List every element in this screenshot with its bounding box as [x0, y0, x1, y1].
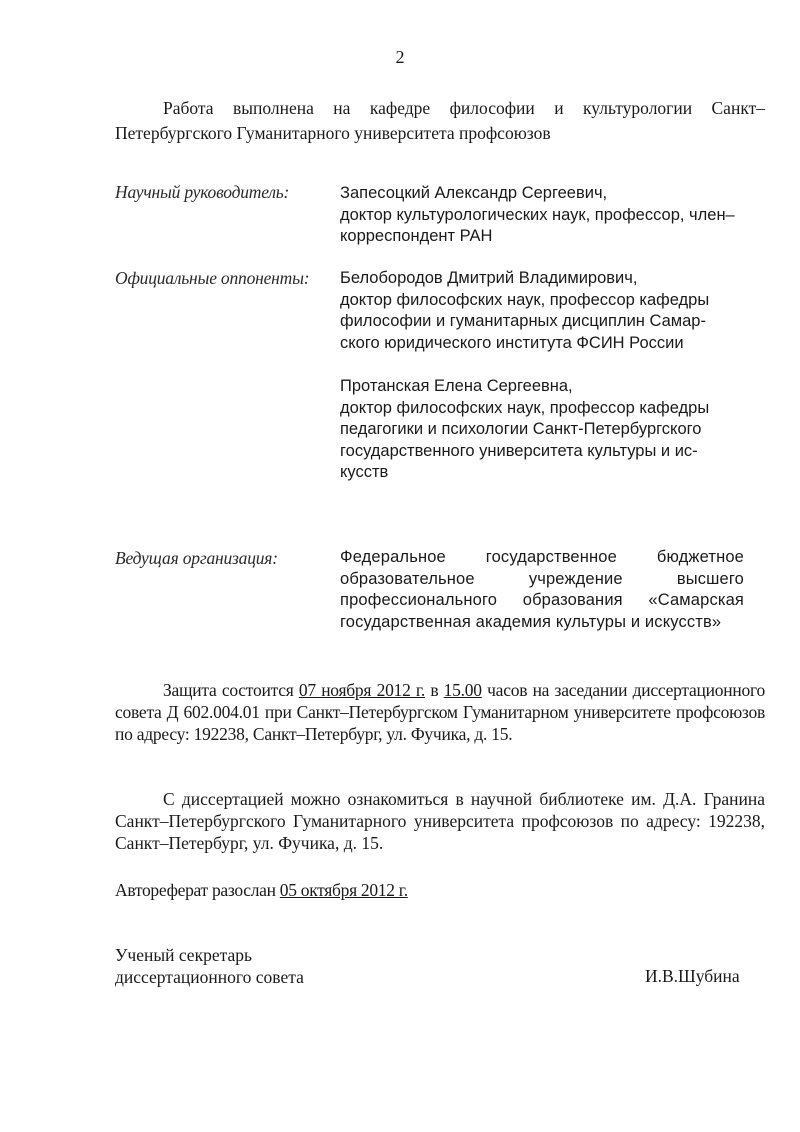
library-paragraph: С диссертацией можно ознакомиться в научной библиотеке им. Д.А. Гранина Санкт–Петербургского Гуманитарного университета профсоюзов по адресу: 192238, Санкт–Петербург, ул. Фучика, д. 15. — [115, 789, 765, 853]
supervisor-line: доктор культурологических наук, профессор, член– — [340, 205, 735, 224]
opponent-line: Белобородов Дмитрий Владимирович, — [340, 269, 638, 287]
opponent-second-text — [340, 376, 740, 484]
supervisor-text — [340, 183, 740, 248]
opponent-line: Протанская Елена Сергеевна, — [340, 377, 573, 395]
secretary-role-line: диссертационного совета — [115, 967, 304, 987]
abstract-sent-date: 05 октября 2012 г. — [279, 880, 408, 900]
defense-middle: в — [424, 680, 444, 700]
opponent-line: доктор философских наук, профессор кафедры — [340, 290, 710, 309]
opponent-line: ского юридического института ФСИН России — [340, 333, 684, 352]
opponent-line: государственного университета культуры и ис- — [340, 441, 698, 460]
leading-org-label: Ведущая организация: — [115, 548, 278, 568]
secretary-role-line: Ученый секретарь — [115, 945, 252, 965]
defense-prefix: Защита состоится — [163, 680, 299, 700]
page-number: 2 — [395, 47, 405, 67]
defense-paragraph — [115, 679, 765, 745]
defense-suffix: часов на заседании диссертационного совета Д 602.004.01 при Санкт–Петербургском Гуманитарном университете профсоюзов по адресу: 192238, Санкт–Петербург, ул. Фучика, д. 15. — [115, 680, 765, 744]
opponent-line: доктор философских наук, профессор кафедры — [340, 398, 710, 417]
defense-time: 15.00 — [443, 680, 482, 700]
opponent-first-text — [340, 268, 740, 354]
intro-paragraph: Работа выполнена на кафедре философии и культурологии Санкт–Петербургского Гуманитарного университета профсоюзов — [115, 98, 765, 143]
defense-date: 07 ноября 2012 г. — [298, 680, 425, 700]
abstract-sent-line — [115, 879, 765, 901]
supervisor-line: корреспондент РАН — [340, 227, 493, 245]
secretary-name: И.В.Шубина — [645, 966, 740, 986]
leading-org-text: Федеральное государственное бюджетное образовательное учреждение высшего профессионального образования «Самарская государственная академия культуры и искусств» — [340, 548, 744, 631]
opponent-line: кусств — [340, 463, 389, 481]
supervisor-line: Запесоцкий Александр Сергеевич, — [340, 184, 608, 202]
abstract-sent-prefix: Автореферат разослан — [115, 880, 280, 900]
opponent-line: философии и гуманитарных дисциплин Самар- — [340, 312, 706, 330]
secretary-role — [115, 944, 304, 988]
opponents-label: Официальные оппоненты: — [115, 268, 310, 288]
opponent-line: педагогики и психологии Санкт-Петербургского — [340, 420, 702, 438]
supervisor-label: Научный руководитель: — [115, 182, 290, 202]
